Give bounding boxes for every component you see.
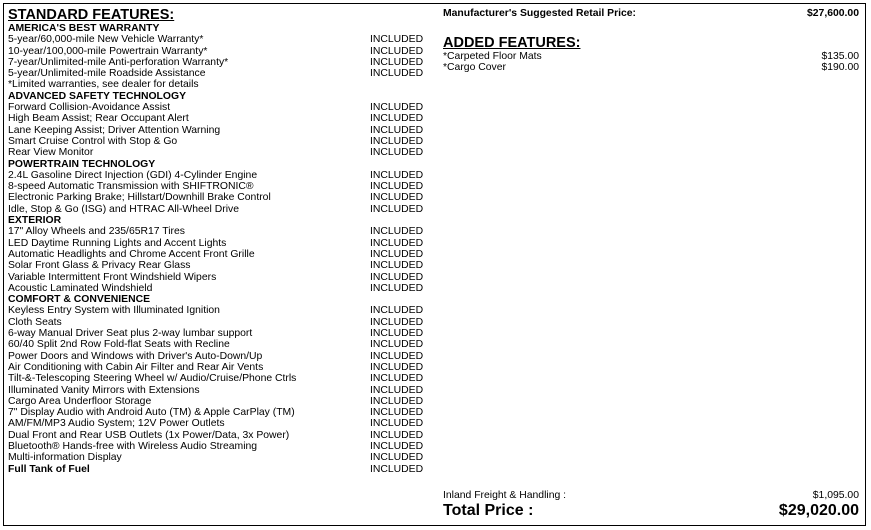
feature-value: INCLUDED [370, 339, 424, 351]
feature-label: Rear View Monitor [8, 147, 94, 159]
feature-value: INCLUDED [370, 34, 424, 46]
feature-row [8, 34, 428, 45]
totals [443, 490, 859, 520]
feature-row [8, 385, 428, 396]
added-feature-row [443, 51, 859, 62]
feature-label: 60/40 Split 2nd Row Fold-flat Seats with Recline [8, 339, 230, 351]
feature-label: Variable Intermittent Front Windshield Wipers [8, 271, 217, 283]
freight-amount: $1,095.00 [812, 490, 859, 501]
standard-features-list [8, 23, 428, 475]
total-amount: $29,020.00 [778, 502, 859, 519]
feature-row [8, 204, 428, 215]
feature-value: INCLUDED [370, 56, 424, 68]
feature-label: Dual Front and Rear USB Outlets (1x Power/Data, 3x Power) [8, 429, 290, 441]
feature-label: AM/FM/MP3 Audio System; 12V Power Outlets [8, 418, 225, 430]
feature-label: 5-year/Unlimited-mile Roadside Assistance [8, 68, 206, 80]
feature-label: Electronic Parking Brake; Hillstart/Downhill Brake Control [8, 192, 271, 204]
total-row [443, 502, 859, 520]
feature-row [8, 339, 428, 350]
feature-label: 2.4L Gasoline Direct Injection (GDI) 4-Cylinder Engine [8, 169, 258, 181]
feature-row [8, 452, 428, 463]
feature-value: INCLUDED [370, 237, 424, 249]
feature-value: INCLUDED [370, 418, 424, 430]
feature-row [8, 362, 428, 373]
section-header [8, 215, 428, 226]
feature-value: INCLUDED [370, 452, 424, 464]
feature-row [8, 102, 428, 113]
feature-value: INCLUDED [370, 271, 424, 283]
feature-label: Power Doors and Windows with Driver's Auto-Down/Up [8, 350, 263, 362]
feature-row [8, 79, 428, 90]
feature-label: High Beam Assist; Rear Occupant Alert [8, 113, 189, 125]
feature-label: 10-year/100,000-mile Powertrain Warranty* [8, 45, 208, 57]
feature-label: Acoustic Laminated Windshield [8, 282, 153, 294]
section-header [8, 23, 428, 34]
feature-row [8, 396, 428, 407]
feature-value: INCLUDED [370, 328, 424, 340]
feature-row [8, 373, 428, 384]
feature-label: Tilt-&-Telescoping Steering Wheel w/ Audio/Cruise/Phone Ctrls [8, 373, 297, 385]
feature-row [8, 441, 428, 452]
feature-value: INCLUDED [370, 429, 424, 441]
feature-value: INCLUDED [370, 147, 424, 159]
freight-label: Inland Freight & Handling : [443, 490, 567, 501]
feature-row [8, 192, 428, 203]
feature-row [8, 249, 428, 260]
feature-label: Smart Cruise Control with Stop & Go [8, 135, 178, 147]
feature-value: INCLUDED [370, 203, 424, 215]
standard-features-title: STANDARD FEATURES: [8, 7, 175, 23]
feature-label: Automatic Headlights and Chrome Accent Front Grille [8, 248, 255, 260]
feature-value: INCLUDED [370, 226, 424, 238]
feature-row [8, 147, 428, 158]
feature-label: 7" Display Audio with Android Auto (TM) & Apple CarPlay (TM) [8, 407, 295, 419]
feature-value: INCLUDED [370, 124, 424, 136]
feature-value: INCLUDED [370, 260, 424, 272]
feature-label: *Limited warranties, see dealer for details [8, 79, 199, 91]
feature-label: Air Conditioning with Cabin Air Filter and Rear Air Vents [8, 361, 264, 373]
feature-row [8, 238, 428, 249]
feature-row [8, 46, 428, 57]
feature-value: INCLUDED [370, 68, 424, 80]
added-features-list [443, 51, 859, 74]
feature-label: 8-speed Automatic Transmission with SHIFTRONIC® [8, 181, 254, 193]
section-header-label: POWERTRAIN TECHNOLOGY [8, 158, 156, 170]
feature-label: Forward Collision-Avoidance Assist [8, 102, 171, 114]
feature-row [8, 351, 428, 362]
feature-row [8, 226, 428, 237]
feature-value: INCLUDED [370, 407, 424, 419]
feature-row [8, 136, 428, 147]
added-features-title: ADDED FEATURES: [443, 35, 581, 51]
added-feature-amount: $135.00 [821, 51, 859, 62]
section-header [8, 91, 428, 102]
section-header [8, 464, 428, 475]
feature-value: INCLUDED [370, 169, 424, 181]
feature-label: Idle, Stop & Go (ISG) and HTRAC All-Wheel Drive [8, 203, 239, 215]
pricing-panel [443, 8, 859, 74]
added-feature-label: *Cargo Cover [443, 62, 506, 74]
feature-row [8, 272, 428, 283]
feature-row [8, 170, 428, 181]
feature-value: INCLUDED [370, 102, 424, 114]
feature-label: Illuminated Vanity Mirrors with Extensions [8, 384, 200, 396]
feature-row [8, 181, 428, 192]
feature-label: 7-year/Unlimited-mile Anti-perforation Warranty* [8, 56, 229, 68]
feature-label: Solar Front Glass & Privacy Rear Glass [8, 260, 191, 272]
feature-label: Keyless Entry System with Illuminated Ignition [8, 305, 220, 317]
feature-label: 6-way Manual Driver Seat plus 2-way lumbar support [8, 328, 253, 340]
feature-value: INCLUDED [370, 316, 424, 328]
feature-label: Cargo Area Underfloor Storage [8, 395, 152, 407]
feature-row [8, 113, 428, 124]
feature-label: 5-year/60,000-mile New Vehicle Warranty* [8, 34, 204, 46]
feature-label: Cloth Seats [8, 316, 62, 328]
feature-label: 17" Alloy Wheels and 235/65R17 Tires [8, 226, 185, 238]
feature-value: INCLUDED [370, 135, 424, 147]
feature-value: INCLUDED [370, 361, 424, 373]
feature-value: INCLUDED [370, 440, 424, 452]
feature-row [8, 57, 428, 68]
feature-value: INCLUDED [370, 192, 424, 204]
feature-value: INCLUDED [370, 373, 424, 385]
feature-row [8, 418, 428, 429]
feature-label: Bluetooth® Hands-free with Wireless Audio Streaming [8, 440, 258, 452]
section-header-label: Full Tank of Fuel [8, 463, 90, 475]
section-header-label: AMERICA'S BEST WARRANTY [8, 23, 160, 34]
feature-row [8, 407, 428, 418]
standard-features [8, 8, 428, 475]
added-feature-label: *Carpeted Floor Mats [443, 51, 542, 62]
feature-value: INCLUDED [370, 350, 424, 362]
section-header-label: COMFORT & CONVENIENCE [8, 294, 151, 306]
added-feature-amount: $190.00 [821, 62, 859, 74]
section-header-label: ADVANCED SAFETY TECHNOLOGY [8, 90, 186, 102]
feature-value: INCLUDED [370, 384, 424, 396]
msrp-row [443, 8, 859, 22]
feature-label: Lane Keeping Assist; Driver Attention Warning [8, 124, 221, 136]
feature-row [8, 283, 428, 294]
feature-label: LED Daytime Running Lights and Accent Lights [8, 237, 227, 249]
feature-row [8, 317, 428, 328]
section-header [8, 294, 428, 305]
feature-label: Multi-information Display [8, 452, 122, 464]
freight-row [443, 490, 859, 502]
feature-value: INCLUDED [370, 463, 424, 475]
total-label: Total Price : [443, 502, 534, 519]
feature-row [8, 328, 428, 339]
feature-value: INCLUDED [370, 395, 424, 407]
msrp-label: Manufacturer's Suggested Retail Price: [443, 8, 637, 19]
feature-value: INCLUDED [370, 181, 424, 193]
msrp-amount: $27,600.00 [806, 8, 859, 19]
feature-row [8, 68, 428, 79]
feature-value: INCLUDED [370, 45, 424, 57]
feature-value: INCLUDED [370, 248, 424, 260]
feature-row [8, 125, 428, 136]
feature-row [8, 430, 428, 441]
feature-value: INCLUDED [370, 305, 424, 317]
feature-value: INCLUDED [370, 113, 424, 125]
section-header-label: EXTERIOR [8, 215, 62, 227]
feature-value: INCLUDED [370, 282, 424, 294]
section-header [8, 159, 428, 170]
feature-row [8, 260, 428, 271]
feature-row [8, 305, 428, 316]
added-feature-row [443, 62, 859, 73]
